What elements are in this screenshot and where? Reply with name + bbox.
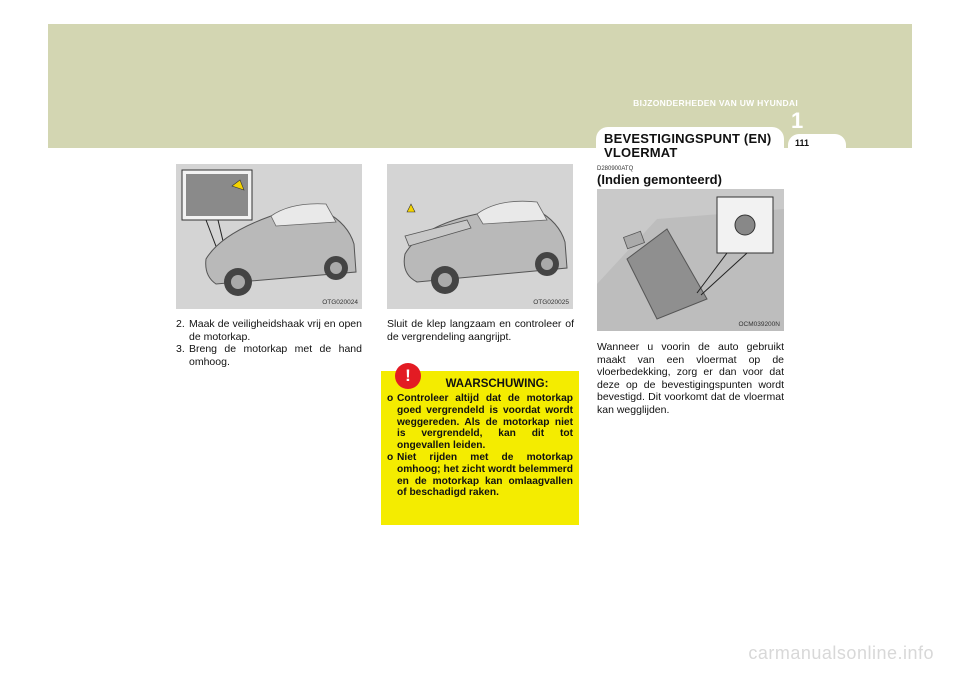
- step-number: 2.: [176, 318, 185, 330]
- steps-text: [176, 318, 362, 368]
- warning-item: [387, 452, 573, 499]
- floor-mat-image: [597, 189, 784, 331]
- floor-mat-text: Wanneer u voorin de auto gebruikt maakt van een vloermat op de vloerbedekking, zorg er dan voor dat deze op de bevestigingspunten wordt bevestigd. Dit voorkomt dat de vloermat kan wegglijden.: [597, 341, 784, 416]
- step-item: [176, 343, 362, 368]
- watermark: carmanualsonline.info: [748, 643, 934, 663]
- reference-code: D280900ATQ: [597, 166, 634, 172]
- step-item: [176, 318, 362, 343]
- car-hood-latch-illustration: [176, 164, 362, 309]
- step-text: Breng de motorkap met de hand omhoog.: [189, 343, 362, 368]
- chapter-number: 1: [791, 108, 804, 133]
- page-number: 111: [795, 138, 810, 148]
- image-code: OTG020025: [533, 299, 569, 306]
- subheading: (Indien gemonteerd): [597, 172, 722, 187]
- step-text: Maak de veiligheidshaak vrij en open de motorkap.: [189, 318, 362, 343]
- section-title: BIJZONDERHEDEN VAN UW HYUNDAI: [633, 98, 798, 108]
- header-band: [48, 24, 912, 148]
- bullet: o: [387, 393, 394, 404]
- step-number: 3.: [176, 343, 185, 355]
- car-side-illustration: [387, 164, 573, 309]
- warning-box: [381, 371, 579, 525]
- section-heading: BEVESTIGINGSPUNT (EN) VLOERMAT: [604, 131, 772, 160]
- hood-raised-image: [387, 164, 573, 309]
- image-code: OCM039200N: [738, 321, 780, 328]
- warning-title: WAARSCHUWING:: [445, 378, 549, 390]
- warning-item: [387, 393, 573, 452]
- warning-icon: !: [395, 363, 421, 389]
- image-code: OTG020024: [322, 299, 358, 306]
- bullet: o: [387, 451, 394, 463]
- floor-mat-anchor-illustration: [597, 189, 784, 331]
- warning-text: Niet rijden met de motorkap omhoog; het zicht wordt belemmerd en de motorkap kan omlaagvallen of beschadigd raken.: [397, 451, 573, 499]
- hood-latch-image: [176, 164, 362, 309]
- warning-text: Controleer altijd dat de motorkap goed vergrendeld is voordat wordt weggereden. Als de motorkap niet is vergrendeld, kan dit tot ongevallen leiden.: [397, 393, 573, 452]
- close-hood-text: Sluit de klep langzaam en controleer of de vergrendeling aangrijpt.: [387, 318, 574, 343]
